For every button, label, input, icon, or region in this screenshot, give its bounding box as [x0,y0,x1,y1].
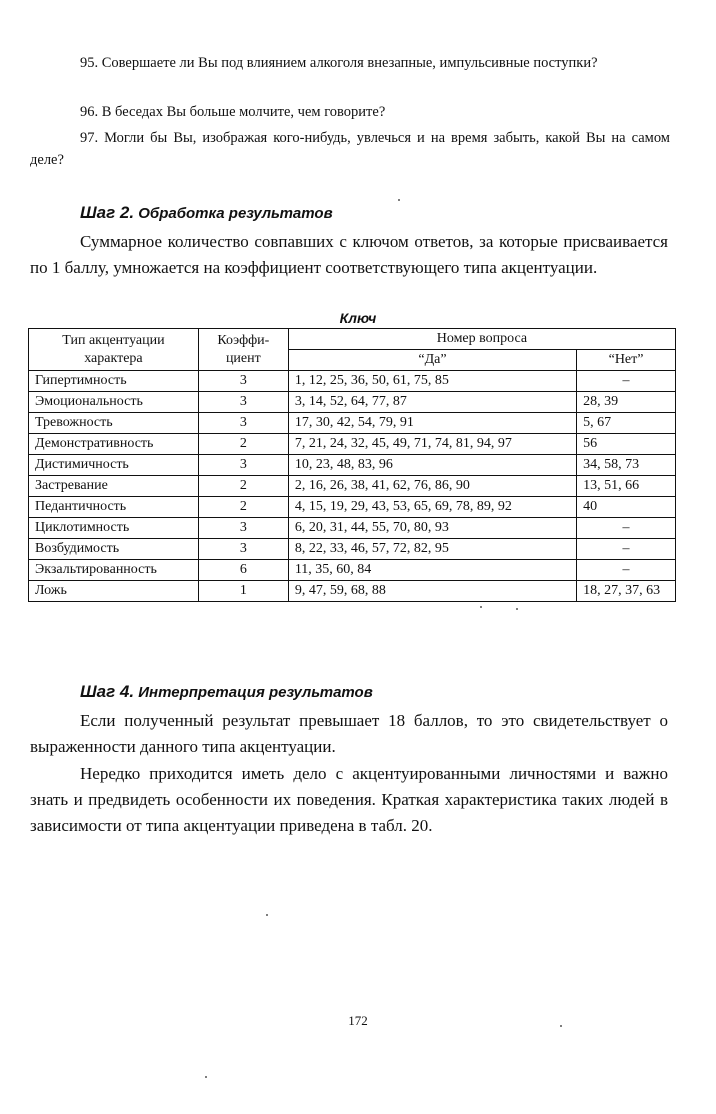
cell-coef: 3 [198,455,288,476]
cell-yes: 17, 30, 42, 54, 79, 91 [288,413,576,434]
cell-yes: 9, 47, 59, 68, 88 [288,581,576,602]
cell-no: 5, 67 [577,413,676,434]
step4-title: Интерпретация результатов [138,684,373,701]
cell-coef: 6 [198,560,288,581]
cell-type: Тревожность [29,413,199,434]
scan-speck [205,1076,207,1078]
cell-type: Дистимичность [29,455,199,476]
key-table [28,328,676,602]
step2-heading [80,203,333,223]
cell-no: 13, 51, 66 [577,476,676,497]
table-row [29,455,676,476]
cell-no: 18, 27, 37, 63 [577,581,676,602]
cell-type: Эмоциональность [29,392,199,413]
cell-yes: 10, 23, 48, 83, 96 [288,455,576,476]
cell-yes: 6, 20, 31, 44, 55, 70, 80, 93 [288,518,576,539]
cell-no: 28, 39 [577,392,676,413]
cell-type: Экзальтированность [29,560,199,581]
step2-prefix: Шаг 2. [80,203,135,222]
table-row [29,371,676,392]
cell-no: 40 [577,497,676,518]
table-row [29,581,676,602]
scan-speck [560,1025,562,1027]
cell-coef: 2 [198,497,288,518]
cell-yes: 7, 21, 24, 32, 45, 49, 71, 74, 81, 94, 97 [288,434,576,455]
table-row [29,392,676,413]
scan-speck [398,199,400,201]
step4-prefix: Шаг 4. [80,682,135,701]
cell-coef: 3 [198,539,288,560]
cell-type: Гипертимность [29,371,199,392]
cell-no: – [577,371,676,392]
header-no: “Нет” [577,350,676,371]
table-row [29,434,676,455]
cell-coef: 3 [198,413,288,434]
step2-title: Обработка результатов [138,205,333,222]
cell-yes: 1, 12, 25, 36, 50, 61, 75, 85 [288,371,576,392]
cell-type: Ложь [29,581,199,602]
cell-yes: 2, 16, 26, 38, 41, 62, 76, 86, 90 [288,476,576,497]
table-caption: Ключ [339,310,377,326]
cell-coef: 2 [198,476,288,497]
table-row [29,539,676,560]
scan-speck [266,914,268,916]
cell-coef: 3 [198,371,288,392]
cell-type: Циклотимность [29,518,199,539]
cell-type: Застревание [29,476,199,497]
scan-speck [480,606,482,608]
key-table-body [29,371,676,602]
header-question-no: Номер вопроса [288,329,675,350]
header-yes: “Да” [288,350,576,371]
table-row [29,497,676,518]
table-row [29,518,676,539]
cell-no: – [577,539,676,560]
cell-yes: 8, 22, 33, 46, 57, 72, 82, 95 [288,539,576,560]
cell-yes: 3, 14, 52, 64, 77, 87 [288,392,576,413]
step4-heading [80,682,373,702]
header-type: Тип акцентуации характера [29,329,199,371]
question-95: 95. Совершаете ли Вы под влиянием алкоголя внезапные, импульсивные поступки? [80,55,598,71]
cell-type: Педантичность [29,497,199,518]
table-row [29,560,676,581]
cell-coef: 1 [198,581,288,602]
question-97: 97. Могли бы Вы, изображая кого-нибудь, увлечься и на время забыть, какой Вы на самом деле? [30,130,670,168]
cell-yes: 4, 15, 19, 29, 43, 53, 65, 69, 78, 89, 92 [288,497,576,518]
cell-no: – [577,518,676,539]
cell-no: 34, 58, 73 [577,455,676,476]
page-number: 172 [348,1013,368,1028]
header-coef: Коэффи-циент [198,329,288,371]
step2-text: Суммарное количество совпавших с ключом ответов, за которые присваивается по 1 баллу, умножается на коэффициент соответствующего типа акцентуации. [30,232,668,277]
cell-no: – [577,560,676,581]
cell-yes: 11, 35, 60, 84 [288,560,576,581]
cell-no: 56 [577,434,676,455]
question-96: 96. В беседах Вы больше молчите, чем говорите? [80,104,386,120]
table-row [29,413,676,434]
cell-type: Возбудимость [29,539,199,560]
step4-paragraph-2: Нередко приходится иметь дело с акцентуированными личностями и важно знать и предвидеть особенности их поведения. Краткая характеристика таких людей в зависимости от типа акцентуации приведена в табл. 20. [30,764,668,835]
cell-coef: 3 [198,518,288,539]
scan-speck [516,608,518,610]
cell-type: Демонстративность [29,434,199,455]
cell-coef: 2 [198,434,288,455]
step4-paragraph-1: Если полученный результат превышает 18 баллов, то это свидетельствует о выраженности данного типа акцентуации. [30,711,668,756]
cell-coef: 3 [198,392,288,413]
table-row [29,476,676,497]
